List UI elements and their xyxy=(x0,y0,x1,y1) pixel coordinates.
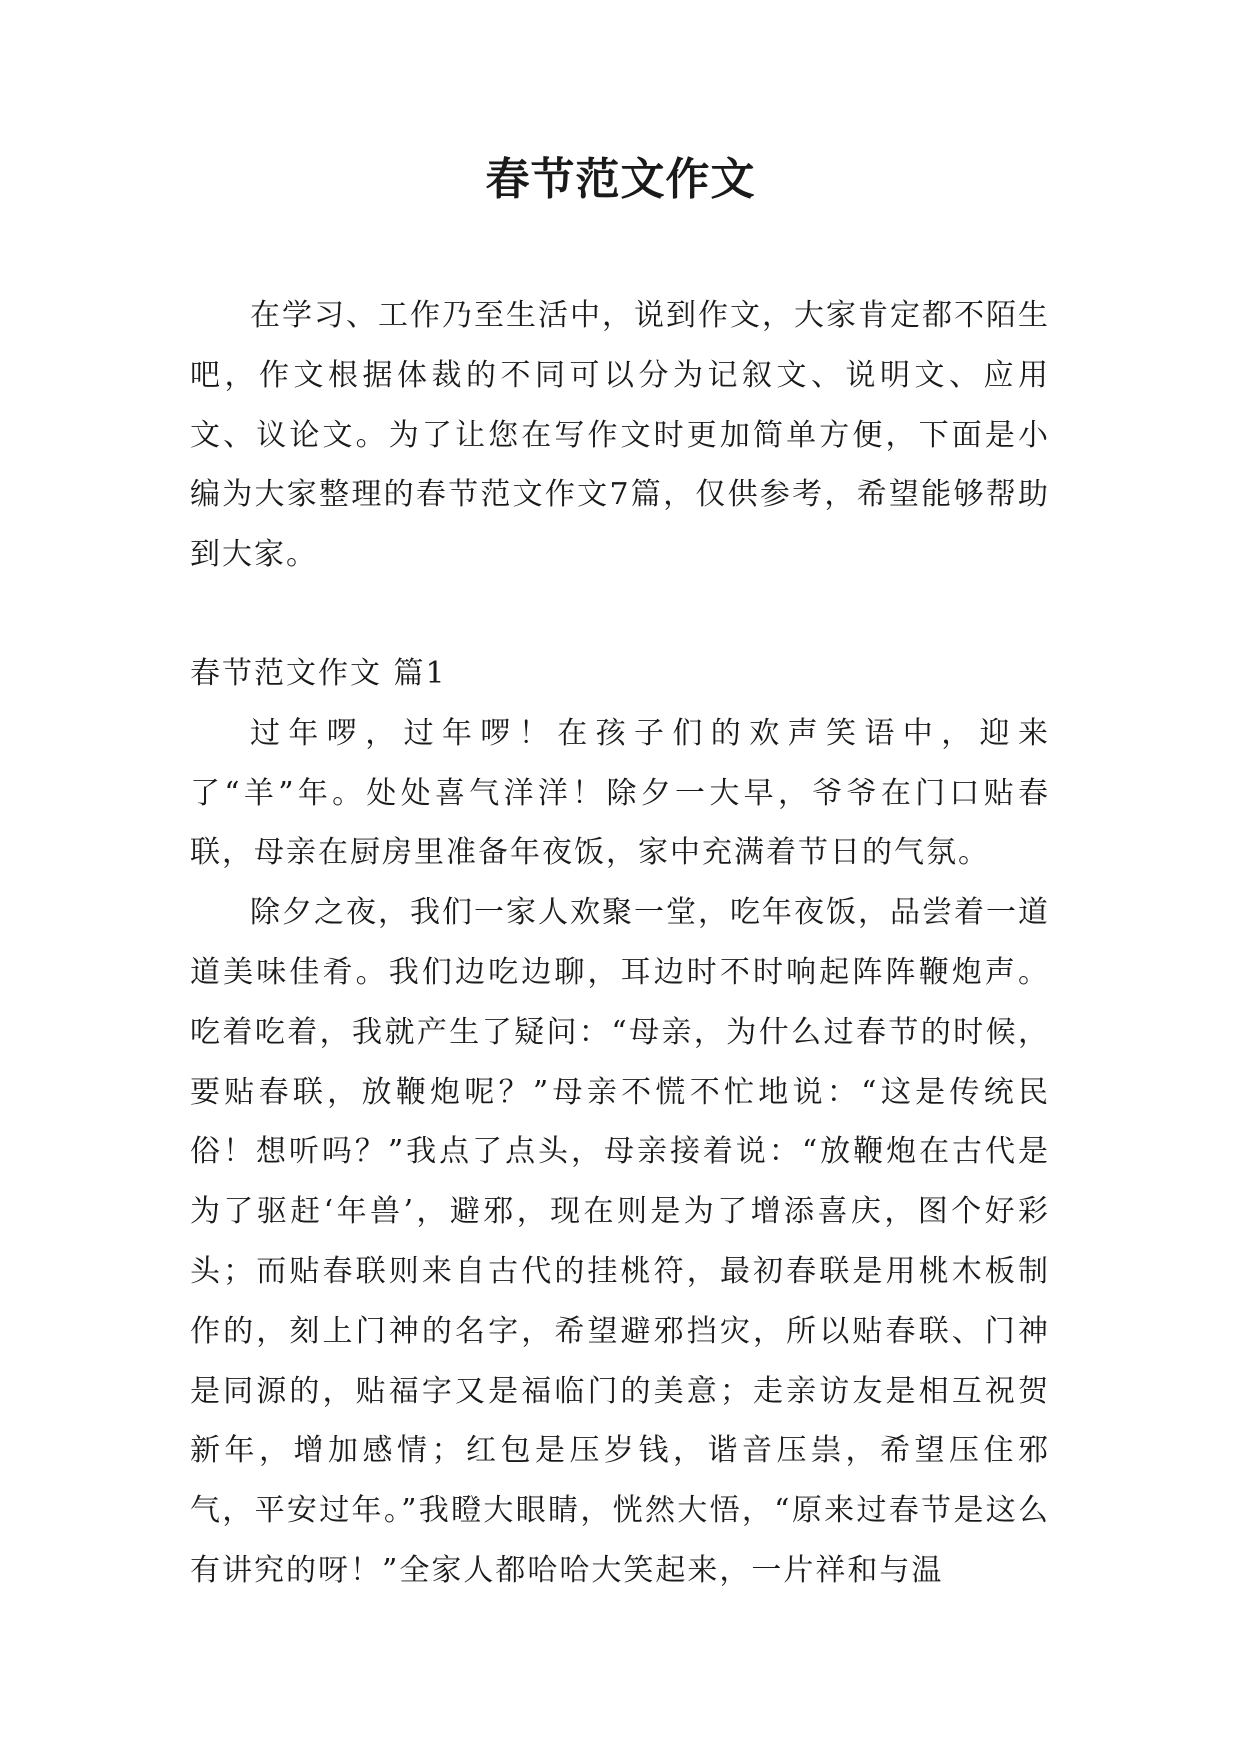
section-paragraph-1: 过年啰，过年啰！在孩子们的欢声笑语中，迎来了“羊”年。处处喜气洋洋！除夕一大早，爷爷在门口贴春联，母亲在厨房里准备年夜饭，家中充满着节日的气氛。 xyxy=(190,715,1050,871)
document-title: 春节范文作文 xyxy=(485,154,756,205)
document-body xyxy=(190,286,1050,1601)
intro-paragraph: 在学习、工作乃至生活中，说到作文，大家肯定都不陌生吧，作文根据体裁的不同可以分为记叙文、说明文、应用文、议论文。为了让您在写作文时更加简单方便，下面是小编为大家整理的春节范文作文7篇，仅供参考，希望能够帮助到大家。 xyxy=(190,298,1050,573)
section-heading: 春节范文作文 篇1 xyxy=(190,655,447,691)
section-paragraph-2: 除夕之夜，我们一家人欢聚一堂，吃年夜饭，品尝着一道道美味佳肴。我们边吃边聊，耳边时不时响起阵阵鞭炮声。吃着吃着，我就产生了疑问：“母亲，为什么过春节的时候，要贴春联，放鞭炮呢？”母亲不慌不忙地说：“这是传统民俗！想听吗？”我点了点头，母亲接着说：“放鞭炮在古代是为了驱赶‘年兽’，避邪，现在则是为了增添喜庆，图个好彩头；而贴春联则来自古代的挂桃符，最初春联是用桃木板制作的，刻上门神的名字，希望避邪挡灾，所以贴春联、门神是同源的，贴福字又是福临门的美意；走亲访友是相互祝贺新年，增加感情；红包是压岁钱，谐音压祟，希望压住邪气，平安过年。”我瞪大眼睛，恍然大悟，“原来过春节是这么有讲究的呀！”全家人都哈哈大笑起来，一片祥和与温 xyxy=(190,895,1050,1588)
